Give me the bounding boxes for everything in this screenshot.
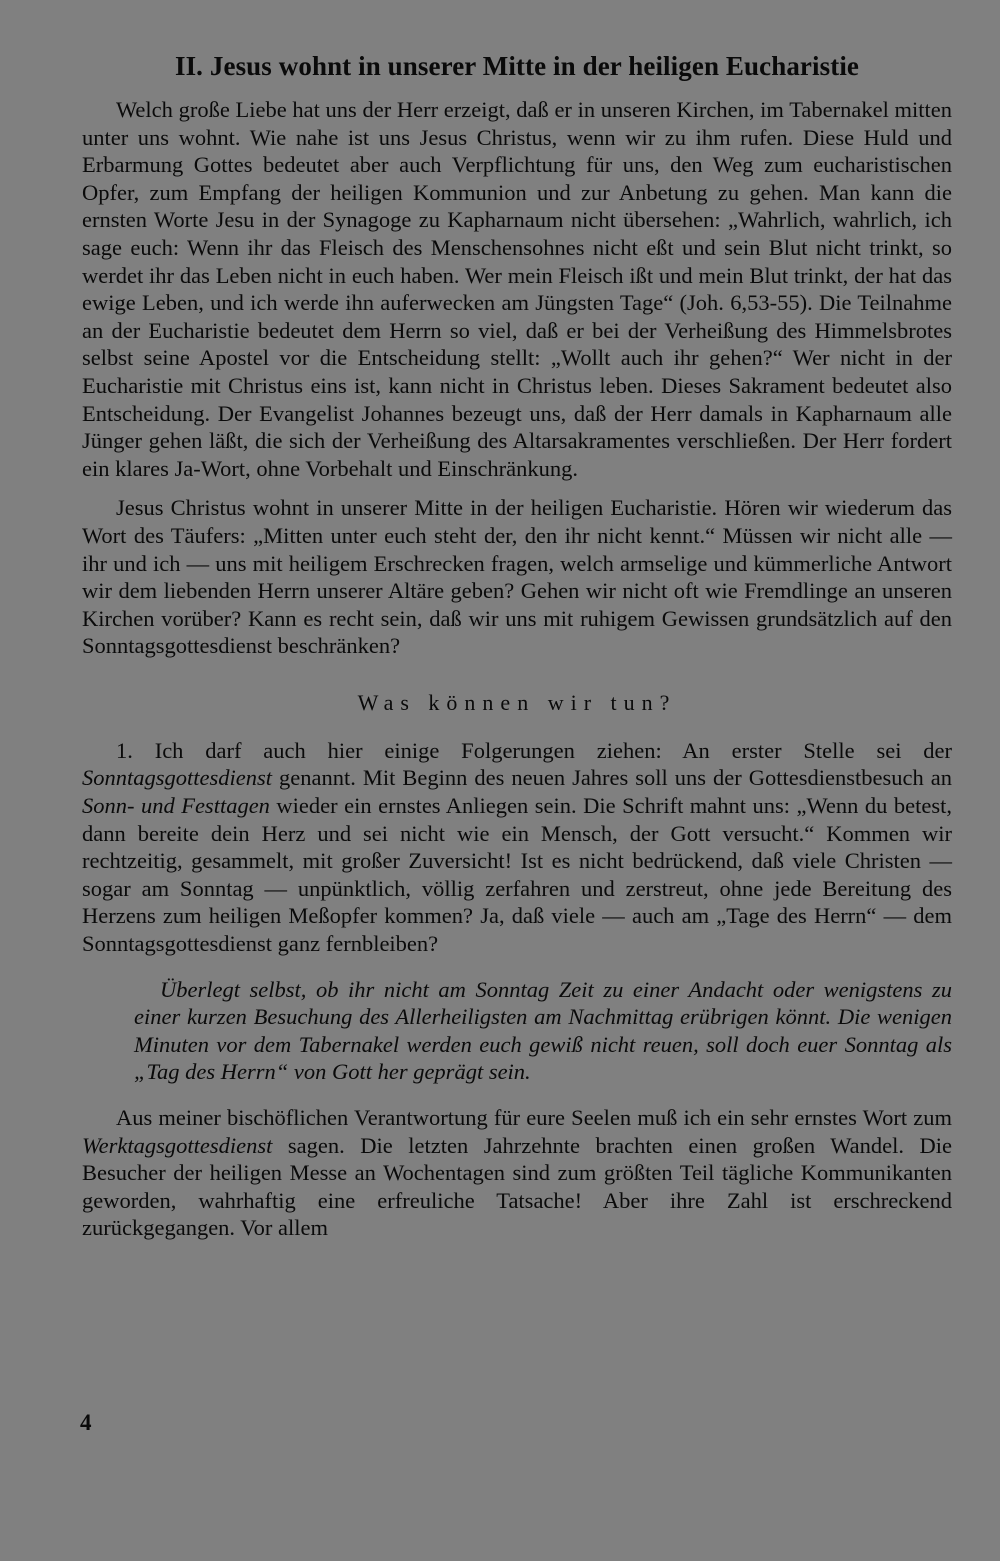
paragraph-3-rest: wieder ein ernstes Anliegen sein. Die Schrift mahnt uns: „Wenn du betest, dann bereite dein Herz und sei nicht wie ein Mensch, der Gott versucht.“ Kommen wir rechtzeitig, gesammelt, mit großer Zuversicht! Ist es nicht bedrückend, daß viele Christen — sogar am Sonntag — unpünktlich, völlig zerfahren und zerstreut, ohne jede Bereitung des Herzens zum heiligen Meßopfer kommen? Ja, daß viele — auch am „Tage des Herrn“ — dem Sonntagsgottesdienst ganz fernbleiben?: [82, 793, 952, 957]
paragraph-4-rest: sagen. Die letzten Jahrzehnte brachten einen großen Wandel. Die Besucher der heiligen Messe an Wochentagen sind zum größten Teil tägliche Kommunikanten geworden, wahrhaftig eine erfreuliche Tatsache! Aber ihre Zahl ist erschreckend zurückgegangen. Vor allem: [82, 1132, 952, 1241]
paragraph-3-emphasis-2: Sonn- und Festtagen: [82, 793, 270, 819]
subheading: Was können wir tun?: [357, 689, 677, 715]
paragraph-4-lead: Aus meiner bischöflichen Verantwortung für eure Seelen muß ich ein sehr ernstes Wort zum: [116, 1105, 952, 1130]
paragraph-3-mid: genannt. Mit Beginn des neuen Jahres soll uns der Gottesdienstbesuch an: [272, 765, 952, 791]
paragraph-3-emphasis-1: Sonntagsgottesdienst: [82, 765, 272, 791]
paragraph-4: [82, 1104, 952, 1242]
paragraph-2: Jesus Christus wohnt in unserer Mitte in der heiligen Eucharistie. Hören wir wiederum das Wort des Täufers: „Mitten unter euch steht der, den ihr nicht kennt.“ Müssen wir nicht alle — ihr und ich — uns mit heiligem Erschrecken fragen, welch armselige und kümmerliche Antwort wir dem liebenden Herrn unserer Altäre geben? Gehen wir nicht oft wie Fremdlinge an unseren Kirchen vorüber? Kann es recht sein, daß wir uns mit ruhigem Gewissen grundsätzlich auf den Sonntagsgottesdienst beschränken?: [82, 495, 952, 659]
paragraph-1: Welch große Liebe hat uns der Herr erzeigt, daß er in unseren Kirchen, im Tabernakel mitten unter uns wohnt. Wie nahe ist uns Jesus Christus, wenn wir zu ihm rufen. Diese Huld und Erbarmung Gottes bedeutet aber auch Verpflichtung für uns, den Weg zum eucharistischen Opfer, zum Empfang der heiligen Kommunion und zur Anbetung zu gehen. Man kann die ernsten Worte Jesu in der Synagoge zu Kapharnaum nicht übersehen: „Wahrlich, wahrlich, ich sage euch: Wenn ihr das Fleisch des Menschensohnes nicht eßt und sein Blut nicht trinkt, so werdet ihr das Leben nicht in euch haben. Wer mein Fleisch ißt und mein Blut trinkt, der hat das ewige Leben, und ich werde ihn auferwecken am Jüngsten Tage“ (Joh. 6,53-55). Die Teilnahme an der Eucharistie bedeutet dem Herrn so viel, daß er bei der Verheißung des Himmelsbrotes selbst seine Apostel vor die Entscheidung stellt: „Wollt auch ihr gehen?“ Wer nicht in der Eucharistie mit Christus eins ist, kann nicht in Christus leben. Dieses Sakrament bedeutet also Entscheidung. Der Evangelist Johannes bezeugt uns, daß der Herr damals in Kapharnaum alle Jünger gehen läßt, die sich der Verheißung des Altarsakramentes verschließen. Der Herr fordert ein klares Ja-Wort, ohne Vorbehalt und Einschränkung.: [82, 97, 952, 481]
section-heading: II. Jesus wohnt in unserer Mitte in der heiligen Eucharistie: [174, 51, 860, 81]
italic-exhortation: Überlegt selbst, ob ihr nicht am Sonntag Zeit zu einer Andacht oder wenigstens zu einer kurzen Besuchung des Allerheiligsten am Nachmittag erübrigen könnt. Die wenigen Minuten vor dem Tabernakel werden euch gewiß nicht reuen, soll doch euer Sonntag als „Tag des Herrn“ von Gott her geprägt sein.: [134, 976, 952, 1085]
paragraph-3: [82, 737, 952, 958]
page-number: 4: [80, 1410, 92, 1435]
paragraph-4-emphasis: Werktagsgottesdienst: [82, 1132, 273, 1158]
paragraph-3-lead: 1. Ich darf auch hier einige Folgerungen ziehen: An erster Stelle sei der: [116, 737, 952, 763]
